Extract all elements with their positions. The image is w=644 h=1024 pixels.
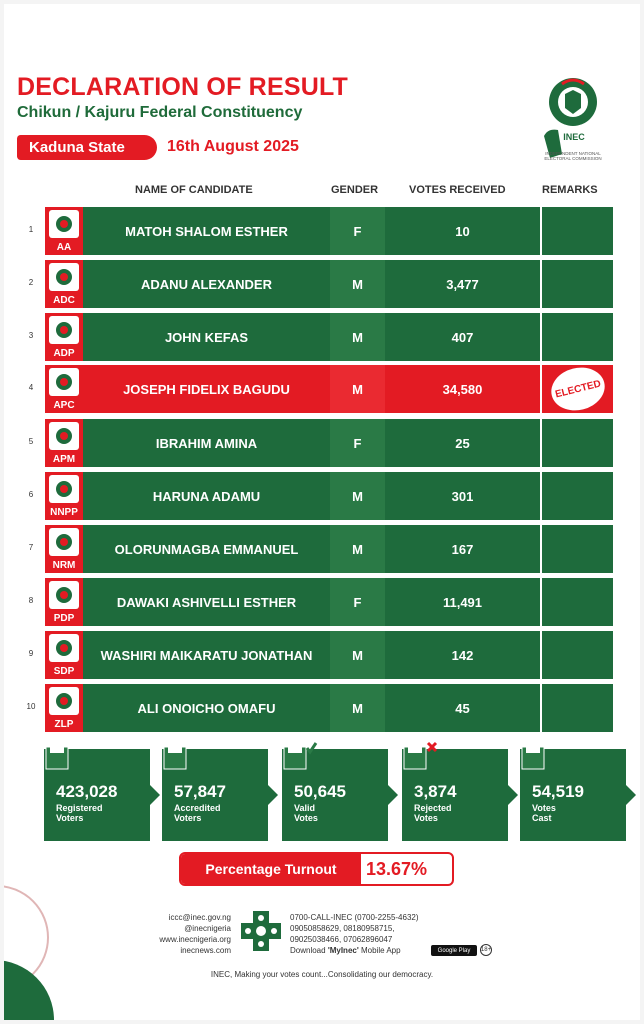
candidate-votes: 167 <box>385 525 540 573</box>
party-logo-icon <box>49 687 79 715</box>
candidate-name: MATOH SHALOM ESTHER <box>83 207 330 255</box>
column-header-remarks: REMARKS <box>542 184 598 196</box>
ballot-icon <box>278 739 318 771</box>
row-number: 3 <box>28 331 34 340</box>
column-header-votes: VOTES RECEIVED <box>409 184 506 196</box>
party-logo-icon <box>49 475 79 503</box>
candidate-row <box>28 578 613 626</box>
candidate-gender: M <box>330 525 385 573</box>
candidate-row <box>28 207 613 255</box>
candidate-votes: 25 <box>385 419 540 467</box>
candidate-votes: 142 <box>385 631 540 679</box>
news-link[interactable]: inecnews.com <box>180 946 231 955</box>
result-poster <box>4 4 640 1020</box>
turnout-value: 13.67% <box>366 858 428 879</box>
stat-value: 3,874 <box>414 782 457 801</box>
candidate-votes: 10 <box>385 207 540 255</box>
candidate-name: JOHN KEFAS <box>83 313 330 361</box>
candidate-gender: F <box>330 578 385 626</box>
candidate-gender: M <box>330 260 385 308</box>
contact-phone <box>290 912 419 956</box>
row-number: 4 <box>28 383 34 392</box>
election-date: 16th August 2025 <box>167 138 299 155</box>
party-abbreviation: ADP <box>53 348 75 359</box>
ballot-icon <box>398 739 438 771</box>
row-number: 6 <box>28 490 34 499</box>
stat-value: 423,028 <box>56 782 118 801</box>
candidate-gender: F <box>330 419 385 467</box>
candidate-row <box>28 631 613 679</box>
ballot-icon <box>40 739 80 771</box>
constituency-subtitle: Chikun / Kajuru Federal Constituency <box>17 104 303 121</box>
party-logo-icon <box>49 368 79 396</box>
column-header-name: NAME OF CANDIDATE <box>135 184 253 196</box>
row-number: 10 <box>26 702 36 711</box>
candidate-name: IBRAHIM AMINA <box>83 419 330 467</box>
row-number: 9 <box>28 649 34 658</box>
website-link[interactable]: www.inecnigeria.org <box>159 935 231 944</box>
phone-numbers-2: 09025038466, 07062896047 <box>290 935 393 944</box>
candidate-remark <box>542 260 613 308</box>
candidate-gender: M <box>330 313 385 361</box>
candidate-votes: 301 <box>385 472 540 520</box>
stat-box <box>402 749 508 841</box>
party-abbreviation: NNPP <box>50 507 78 518</box>
candidate-row <box>28 260 613 308</box>
party-abbreviation: APC <box>53 400 75 411</box>
google-play-badge[interactable]: Google Play <box>431 945 477 956</box>
candidate-name: JOSEPH FIDELIX BAGUDU <box>83 365 330 413</box>
stat-value: 57,847 <box>174 782 226 801</box>
candidate-remark <box>542 419 613 467</box>
candidate-row <box>28 419 613 467</box>
candidate-votes: 407 <box>385 313 540 361</box>
candidate-remark <box>542 578 613 626</box>
candidate-row <box>28 313 613 361</box>
stat-box <box>162 749 268 841</box>
candidate-gender: M <box>330 472 385 520</box>
stat-label: Rejected Votes <box>414 803 452 823</box>
stat-label: Registered Voters <box>56 803 103 823</box>
stat-value: 54,519 <box>532 782 584 801</box>
candidate-name: ADANU ALEXANDER <box>83 260 330 308</box>
footer-tagline: INEC, Making your votes count...Consolidating our democracy. <box>210 970 434 979</box>
candidate-votes: 3,477 <box>385 260 540 308</box>
logo-caption: INDEPENDENT NATIONAL ELECTORAL COMMISSION <box>544 151 602 161</box>
candidate-gender: M <box>330 684 385 732</box>
social-media-cross-icon <box>239 909 283 953</box>
party-logo-icon <box>49 528 79 556</box>
candidate-gender: M <box>330 365 385 413</box>
candidate-row <box>26 684 613 732</box>
candidate-name: WASHIRI MAIKARATU JONATHAN <box>83 631 330 679</box>
row-number: 8 <box>28 596 34 605</box>
party-badge <box>45 313 83 361</box>
contact-online <box>139 912 231 956</box>
candidate-votes: 11,491 <box>385 578 540 626</box>
candidate-remark <box>542 525 613 573</box>
stat-box <box>282 749 388 841</box>
candidate-remark <box>542 684 613 732</box>
row-number: 5 <box>28 437 34 446</box>
party-logo-icon <box>49 581 79 609</box>
party-badge <box>45 472 83 520</box>
age-rating-badge: 18+ <box>480 944 492 956</box>
party-badge <box>45 365 83 413</box>
ballot-icon <box>516 739 556 771</box>
logo-text: INEC <box>563 132 585 142</box>
candidate-name: OLORUNMAGBA EMMANUEL <box>83 525 330 573</box>
candidate-remark <box>542 631 613 679</box>
party-abbreviation: NRM <box>52 560 76 571</box>
stat-label: Valid Votes <box>294 803 318 823</box>
party-logo-icon <box>49 210 79 238</box>
candidate-gender: F <box>330 207 385 255</box>
party-badge <box>45 578 83 626</box>
candidate-remark <box>542 365 613 413</box>
party-logo-icon <box>49 422 79 450</box>
elected-stamp: ELECTED <box>546 362 609 416</box>
callcenter-number: 0700-CALL-INEC (0700-2255-4632) <box>290 913 419 922</box>
stat-box <box>520 749 626 841</box>
party-badge <box>45 419 83 467</box>
state-badge: Kaduna State <box>17 135 157 160</box>
row-number: 1 <box>28 225 34 234</box>
row-number: 7 <box>28 543 34 552</box>
candidate-votes: 45 <box>385 684 540 732</box>
ballot-icon <box>158 739 198 771</box>
candidate-remark <box>542 472 613 520</box>
stat-label: Accredited Voters <box>174 803 221 823</box>
party-abbreviation: ADC <box>53 295 75 306</box>
turnout-label: Percentage Turnout <box>181 854 361 884</box>
stat-label: Votes Cast <box>532 803 556 823</box>
party-badge <box>45 684 83 732</box>
party-badge <box>45 260 83 308</box>
stat-box <box>44 749 150 841</box>
candidate-votes: 34,580 <box>385 365 540 413</box>
candidate-row <box>28 472 613 520</box>
party-abbreviation: PDP <box>53 613 75 624</box>
email-link[interactable]: iccc@inec.gov.ng <box>168 913 231 922</box>
party-badge <box>45 631 83 679</box>
party-badge <box>45 207 83 255</box>
party-logo-icon <box>49 634 79 662</box>
candidate-remark <box>542 207 613 255</box>
phone-numbers-1: 09050858629, 08180958715, <box>290 924 395 933</box>
candidate-name: HARUNA ADAMU <box>83 472 330 520</box>
party-abbreviation: ZLP <box>54 719 74 730</box>
party-logo-icon <box>49 263 79 291</box>
column-header-gender: GENDER <box>331 184 379 196</box>
candidate-gender: M <box>330 631 385 679</box>
row-number: 2 <box>28 278 34 287</box>
candidate-row <box>28 365 613 413</box>
twitter-link[interactable]: @inecnigeria <box>184 924 231 933</box>
party-abbreviation: SDP <box>53 666 75 677</box>
party-abbreviation: APM <box>52 454 76 465</box>
candidate-remark <box>542 313 613 361</box>
candidate-name: ALI ONOICHO OMAFU <box>83 684 330 732</box>
page-title: DECLARATION OF RESULT <box>17 73 349 101</box>
candidate-row <box>28 525 613 573</box>
party-abbreviation: AA <box>56 242 72 253</box>
turnout-bar <box>179 852 454 886</box>
party-logo-icon <box>49 316 79 344</box>
download-app-text: Download 'MyInec' Mobile App <box>290 946 401 955</box>
stat-value: 50,645 <box>294 782 346 801</box>
candidate-name: DAWAKI ASHIVELLI ESTHER <box>83 578 330 626</box>
party-badge <box>45 525 83 573</box>
